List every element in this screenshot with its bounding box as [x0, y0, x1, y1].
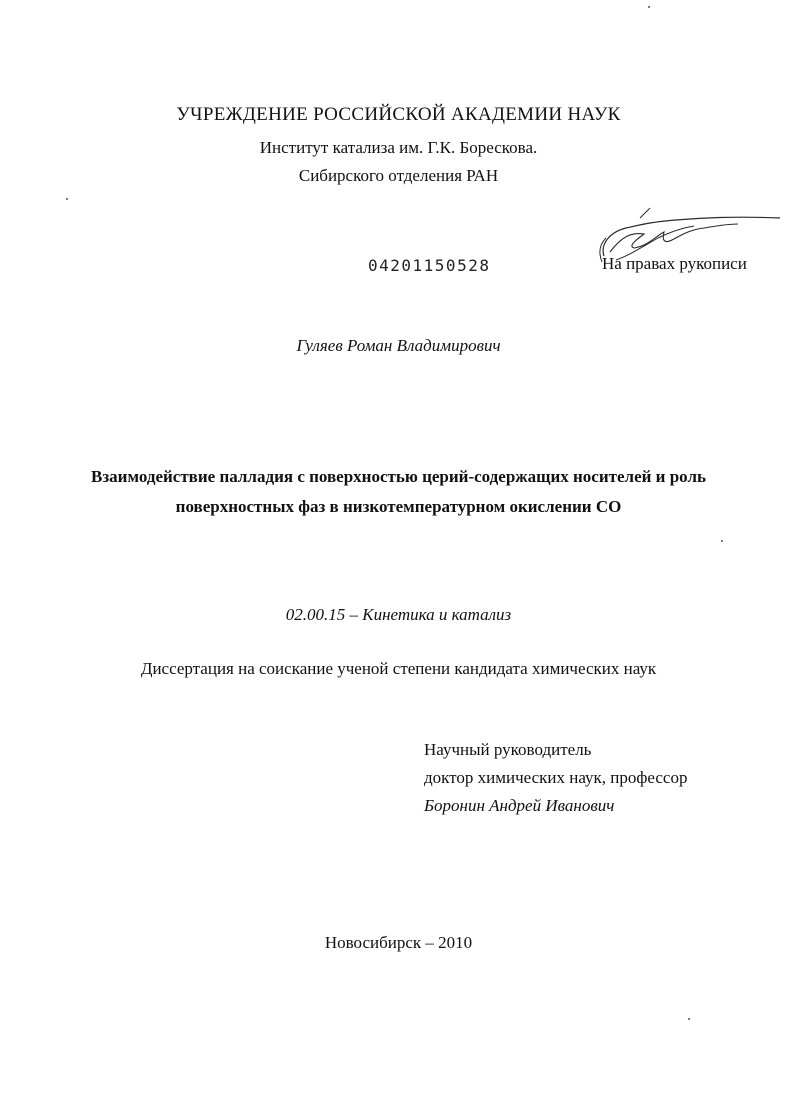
dissertation-type: Диссертация на соискание ученой степени кандидата химических наук — [140, 659, 657, 678]
supervisor-degree: доктор химических наук, профессор — [424, 768, 688, 787]
place-and-year: Новосибирск – 2010 — [324, 933, 473, 952]
dissertation-title-line-2: поверхностных фаз в низкотемпературном окислении CO — [175, 497, 622, 516]
manuscript-note: На правах рукописи — [602, 254, 747, 273]
registration-number: 04201150528 — [368, 256, 491, 275]
author-name: Гуляев Роман Владимирович — [296, 336, 501, 355]
supervisor-name: Боронин Андрей Иванович — [424, 796, 615, 815]
institution-name: УЧРЕЖДЕНИЕ РОССИЙСКОЙ АКАДЕМИИ НАУК — [176, 104, 621, 125]
institution-branch: Сибирского отделения РАН — [298, 166, 499, 185]
supervisor-role: Научный руководитель — [424, 740, 592, 759]
dissertation-title-line-1: Взаимодействие палладия с поверхностью церий-содержащих носителей и роль — [91, 467, 706, 486]
scan-speck — [688, 1018, 690, 1020]
scan-speck — [66, 198, 68, 200]
scan-speck — [721, 540, 723, 542]
institute-name: Институт катализа им. Г.К. Борескова. — [259, 138, 538, 157]
scan-speck — [648, 6, 650, 8]
specialty-code: 02.00.15 – Кинетика и катализ — [285, 605, 512, 624]
